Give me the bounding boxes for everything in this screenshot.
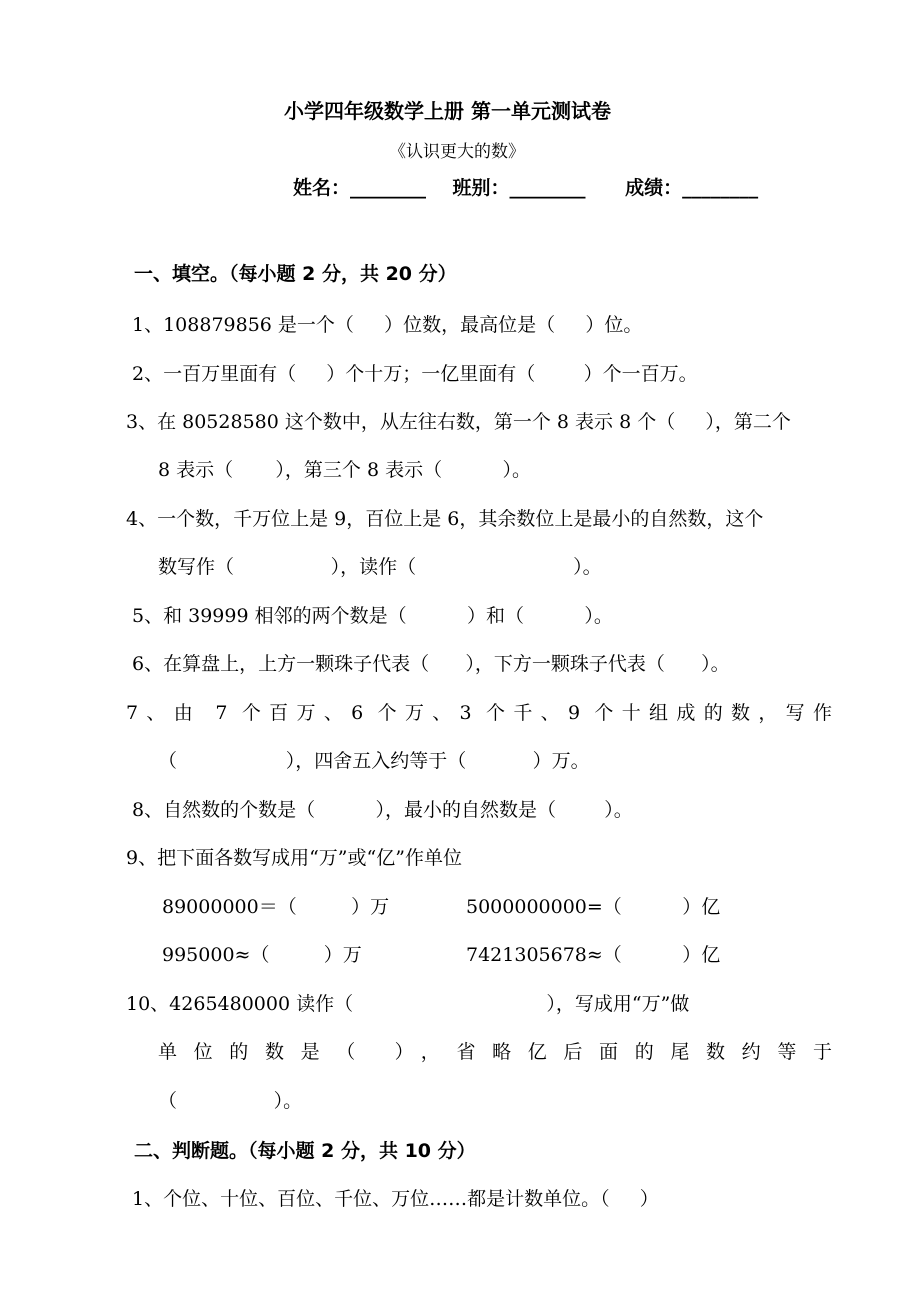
conversion-item: 995000≈（ ）万 — [162, 944, 362, 966]
question-line: （ ），四舍五入约等于（ ）万。 — [158, 750, 590, 772]
conversion-item: 7421305678≈（ ）亿 — [466, 944, 721, 966]
question-line: 10、4265480000 读作（ ），写成用“万”做 — [126, 993, 690, 1015]
section-2-header: 二、判断题。（每小题 2 分，共 10 分） — [134, 1140, 476, 1162]
question-line: 8、自然数的个数是（ ），最小的自然数是（ ）。 — [132, 799, 633, 821]
question-line: 6、在算盘上，上方一颗珠子代表（ ），下方一颗珠子代表（ ）。 — [132, 653, 730, 675]
student-info-line: 姓名：________ 班别：________ 成绩：________ — [293, 177, 759, 199]
conversion-item: 89000000＝（ ）万 — [162, 896, 390, 918]
question-line: 4、一个数，千万位上是 9，百位上是 6，其余数位上是最小的自然数，这个 — [126, 508, 764, 530]
question-line: （ ）。 — [158, 1090, 303, 1112]
question-line: 单位的数是（ ），省略亿后面的尾数约等于 — [158, 1041, 832, 1063]
question-line: 1、个位、十位、百位、千位、万位……都是计数单位。（ ） — [132, 1188, 659, 1210]
question-line: 3、在 80528580 这个数中，从左往右数，第一个 8 表示 8 个（ ），第二个 — [126, 411, 791, 433]
question-line: 5、和 39999 相邻的两个数是（ ）和（ ）。 — [132, 605, 613, 627]
question-line: 7、由 7 个百万、6 个万、3 个千、9 个十组成的数，写作 — [126, 702, 832, 724]
section-1-header: 一、填空。（每小题 2 分，共 20 分） — [134, 263, 457, 285]
question-line: 9、把下面各数写成用“万”或“亿”作单位 — [126, 847, 462, 869]
conversion-item: 5000000000=（ ）亿 — [466, 896, 721, 918]
question-line: 8 表示（ ），第三个 8 表示（ ）。 — [158, 459, 531, 481]
page-title: 小学四年级数学上册 第一单元测试卷 — [284, 99, 611, 123]
question-line: 1、108879856 是一个（ ）位数，最高位是（ ）位。 — [132, 314, 643, 336]
page-subtitle: 《认识更大的数》 — [389, 142, 525, 162]
question-line: 2、一百万里面有（ ）个十万；一亿里面有（ ）个一百万。 — [132, 363, 698, 385]
question-line: 数写作（ ），读作（ ）。 — [158, 556, 602, 578]
